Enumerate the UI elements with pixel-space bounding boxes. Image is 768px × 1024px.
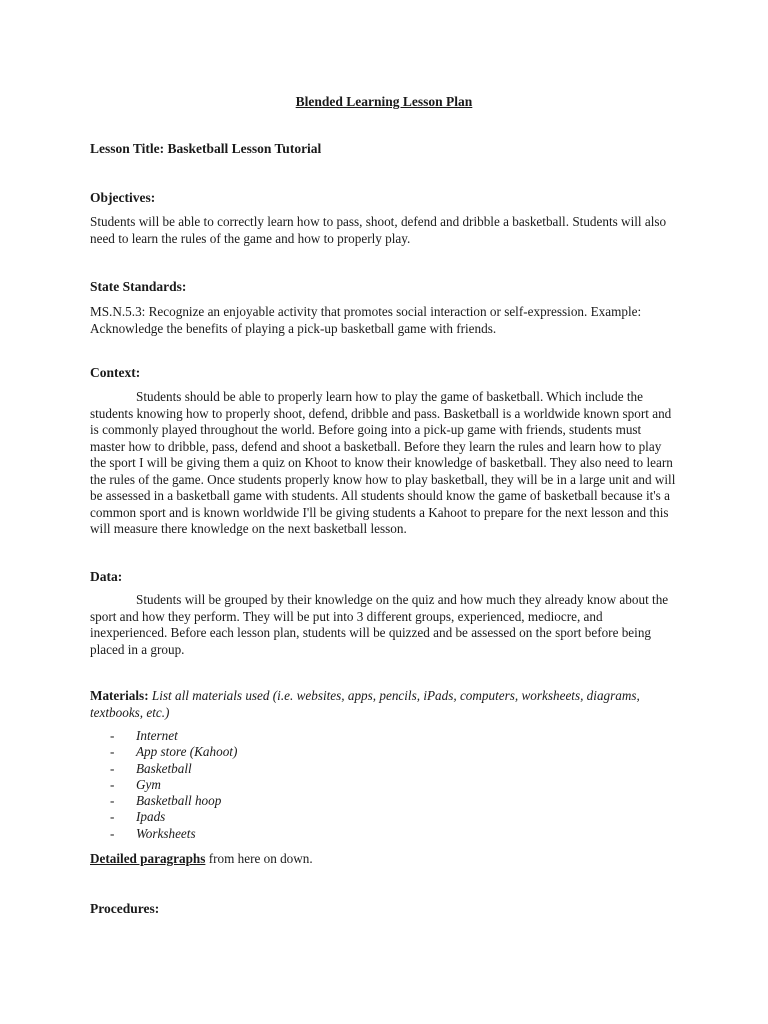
materials-list-item <box>110 777 237 793</box>
materials-intro <box>90 688 690 721</box>
materials-list-item <box>110 728 237 744</box>
procedures-heading: Procedures: <box>90 901 160 916</box>
materials-label: Materials: <box>90 688 149 703</box>
materials-list-item <box>110 809 237 825</box>
list-dash-marker: - <box>110 776 115 792</box>
materials-list-item <box>110 826 237 842</box>
objectives-heading: Objectives: <box>90 190 156 205</box>
document-title: Blended Learning Lesson Plan <box>295 94 473 109</box>
objectives-text: Students will be able to correctly learn how to pass, shoot, defend and dribble a basketball. Students will also need to learn the rules of the game and how to properly play. <box>90 214 667 246</box>
materials-description: List all materials used (i.e. websites, apps, pencils, iPads, computers, worksheets, diagrams, textbooks, etc.) <box>90 688 640 720</box>
data-text: Students will be grouped by their knowledge on the quiz and how much they already know about the sport and how they perform. They will be put into 3 different groups, experienced, mediocre, and inexperienced. Before each lesson plan, students will be quizzed and be assessed on the sport before being placed in a group. <box>90 592 669 657</box>
materials-item-text: Ipads <box>136 809 166 825</box>
state-standards-heading: State Standards: <box>90 279 187 294</box>
detailed-paragraphs-rest: from here on down. <box>205 851 313 866</box>
materials-item-text: Gym <box>136 776 161 792</box>
materials-item-text: Basketball <box>136 760 192 776</box>
materials-item-text: Internet <box>136 728 178 743</box>
list-dash-marker: - <box>110 744 115 760</box>
materials-list-item <box>110 744 237 760</box>
list-dash-marker: - <box>110 825 115 841</box>
list-dash-marker: - <box>110 809 115 825</box>
materials-list-item <box>110 761 237 777</box>
detailed-paragraphs-note <box>90 851 313 868</box>
data-heading: Data: <box>90 569 123 584</box>
list-dash-marker: - <box>110 760 115 776</box>
materials-list <box>110 728 237 842</box>
list-dash-marker: - <box>110 793 115 809</box>
materials-item-text: App store (Kahoot) <box>136 744 238 760</box>
list-dash-marker: - <box>110 728 115 743</box>
state-standards-text: MS.N.5.3: Recognize an enjoyable activity that promotes social interaction or self-expression. Example: Acknowledge the benefits of playing a pick-up basketball game with friends. <box>90 304 642 336</box>
materials-item-text: Worksheets <box>136 825 196 841</box>
materials-item-text: Basketball hoop <box>136 793 222 809</box>
context-text: Students should be able to properly learn how to play the game of basketball. Which include the students knowing how to properly shoot, defend, dribble and pass. Basketball is a worldwide known sport and is commonly played throughout the world. Before going into a pick-up game with friends, students must master how to dribble, pass, defend and shoot a basketball. Before they learn the rules and learn how to play the sport I will be giving them a quiz on Khoot to know their knowledge of basketball. They also need to learn the rules of the game. Once students properly know how to play basketball, they will be in a large unit and will be assessed in a basketball game with students. All students should know the game of basketball because it's a common sport and is known worldwide I'll be giving students a Kahoot to prepare for the next lesson and this will measure there knowledge on the next basketball lesson. <box>90 389 676 536</box>
context-heading: Context: <box>90 365 141 380</box>
materials-list-item <box>110 793 237 809</box>
lesson-title: Lesson Title: Basketball Lesson Tutorial <box>90 141 322 156</box>
detailed-paragraphs-label: Detailed paragraphs <box>90 851 206 866</box>
